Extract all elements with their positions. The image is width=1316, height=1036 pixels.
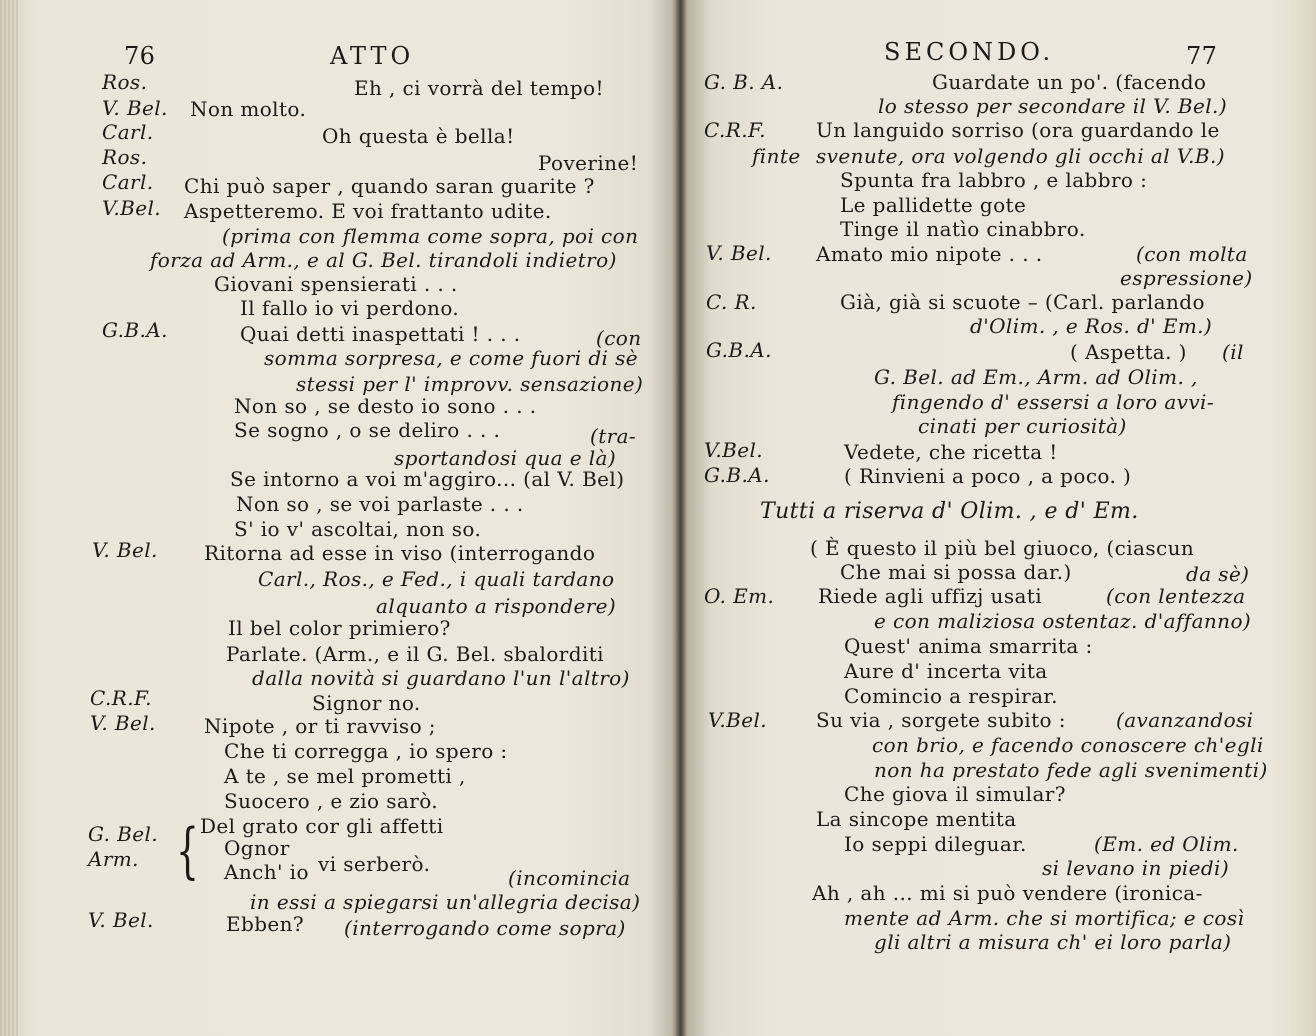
speaker: G.B.A. [706, 338, 772, 362]
stage-direction: d'Olim. , e Ros. d' Em.) [970, 314, 1213, 338]
verse-line: La sincope mentita [816, 807, 1017, 831]
page-number: 76 [124, 42, 156, 70]
verse-line: Che ti corregga , io spero : [224, 739, 508, 763]
verse-line: Non so , se voi parlaste . . . [236, 492, 524, 516]
stage-direction: (il [1222, 340, 1244, 364]
speaker: C.R.F. [704, 118, 766, 142]
running-head: ATTO [330, 42, 415, 70]
verse-line: ( Aspetta. ) [1070, 340, 1187, 364]
stage-direction: sportandosi qua e là) [394, 446, 617, 470]
verse-line: Poverine! [538, 151, 639, 175]
verse-line: Signor no. [312, 691, 421, 715]
stage-direction: Carl., Ros., e Fed., i quali tardano [258, 567, 615, 591]
verse-line: Che giova il simular? [844, 782, 1066, 806]
verse-line: Io seppi dileguar. [844, 832, 1027, 856]
stage-direction: (avanzandosi [1116, 708, 1254, 732]
verse-line: Che mai si possa dar.) [840, 560, 1072, 584]
stage-direction: (interrogando come sopra) [344, 916, 626, 940]
stage-direction: mente ad Arm. che si mortifica; e così [844, 906, 1245, 930]
stage-direction: stessi per l' improvv. sensazione) [296, 372, 644, 396]
verse-line: Ah , ah ... mi si può vendere (ironica- [812, 881, 1203, 905]
verse-line: Amato mio nipote . . . [816, 242, 1043, 266]
verse-line: Vedete, che ricetta ! [844, 440, 1058, 464]
speaker: Carl. [102, 170, 154, 194]
verse-line: Del grato cor gli affetti [200, 814, 444, 838]
verse-line: Aure d' incerta vita [844, 659, 1048, 683]
verse-line: ( Rinvieni a poco , a poco. ) [844, 464, 1132, 488]
speaker: Ros. [102, 145, 148, 169]
verse-line: Se intorno a voi m'aggiro... (al V. Bel) [230, 467, 625, 491]
speaker: V. Bel. [102, 96, 168, 120]
stage-direction: svenute, ora volgendo gli occhi al V.B.) [816, 144, 1225, 168]
right-page [686, 0, 1316, 1036]
stage-direction: e con maliziosa ostentaz. d'affanno) [874, 609, 1252, 633]
speaker: Arm. [88, 847, 139, 871]
verse-line: Giovani spensierati . . . [214, 272, 458, 296]
stage-direction: G. Bel. ad Em., Arm. ad Olim. , [874, 365, 1198, 389]
stage-direction: in essi a spiegarsi un'allegria decisa) [250, 890, 641, 914]
stage-direction: (incomincia [508, 866, 631, 890]
speaker: V.Bel. [704, 438, 763, 462]
stage-direction: (con [596, 326, 642, 350]
speaker: V.Bel. [708, 708, 767, 732]
verse-line: vi serberò. [318, 852, 431, 876]
verse-line: ( È questo il più bel giuoco, (ciascun [810, 536, 1195, 560]
stage-direction: (con molta [1136, 242, 1248, 266]
verse-line: Un languido sorriso (ora guardando le [816, 118, 1220, 142]
verse-line: Eh , ci vorrà del tempo! [354, 76, 604, 100]
verse-line: Riede agli uffizj usati [818, 584, 1043, 608]
verse-line: Anch' io [224, 860, 309, 884]
verse-line: Comincio a respirar. [844, 684, 1058, 708]
speaker: C. R. [706, 290, 757, 314]
speaker: Carl. [102, 120, 154, 144]
verse-line: Suocero , e zio sarò. [224, 789, 439, 813]
stage-direction-heading: Tutti a riserva d' Olim. , e d' Em. [760, 499, 1139, 524]
stage-direction: con brio, e facendo conoscere ch'egli [872, 733, 1264, 757]
verse-line: Parlate. (Arm., e il G. Bel. sbalorditi [226, 642, 604, 666]
speaker: V. Bel. [88, 908, 154, 932]
verse-line: Il bel color primiero? [228, 616, 451, 640]
verse-line: Quai detti inaspettati ! . . . [240, 322, 521, 346]
speaker: V. Bel. [92, 538, 158, 562]
stage-direction: gli altri a misura ch' ei loro parla) [874, 930, 1232, 954]
verse-line: Chi può saper , quando saran guarite ? [184, 174, 595, 198]
stage-direction: si levano in piedi) [1042, 856, 1230, 880]
stage-direction: somma sorpresa, e come fuori di sè [264, 346, 638, 370]
page-number: 77 [1186, 42, 1218, 70]
verse-line: Le pallidette gote [840, 193, 1027, 217]
speaker: G. Bel. [88, 822, 159, 846]
stage-direction: alquanto a rispondere) [376, 594, 617, 618]
stage-direction: cinati per curiosità) [918, 414, 1127, 438]
stage-direction: finte [752, 144, 801, 168]
brace-symbol: { [176, 816, 199, 886]
speaker: V.Bel. [102, 196, 161, 220]
verse-line: Su via , sorgete subito : [816, 708, 1066, 732]
verse-line: Tinge il natìo cinabbro. [840, 217, 1086, 241]
speaker: V. Bel. [706, 241, 772, 265]
verse-line: Già, già si scuote – (Carl. parlando [840, 290, 1205, 314]
stage-direction: non ha prestato fede agli svenimenti) [874, 758, 1268, 782]
verse-line: Ritorna ad esse in viso (interrogando [204, 541, 596, 565]
speaker: Ros. [102, 70, 148, 94]
verse-line: S' io v' ascoltai, non so. [234, 517, 482, 541]
stage-direction: espressione) [1120, 266, 1253, 290]
verse-line: Ebben? [226, 912, 305, 936]
verse-line: Spunta fra labbro , e labbro : [840, 168, 1148, 192]
verse-line: Aspetteremo. E voi frattanto udite. [184, 199, 552, 223]
running-head: SECONDO. [884, 38, 1055, 66]
verse-line: Quest' anima smarrita : [844, 634, 1093, 658]
verse-line: Non molto. [190, 97, 307, 121]
verse-line: Oh questa è bella! [322, 124, 515, 148]
verse-line: Guardate un po'. (facendo [932, 70, 1207, 94]
stage-direction: fingendo d' essersi a loro avvi- [892, 390, 1214, 414]
stage-direction: forza ad Arm., e al G. Bel. tirandoli indietro) [150, 248, 617, 272]
speaker: G.B.A. [704, 463, 770, 487]
verse-line: Non so , se desto io sono . . . [234, 394, 537, 418]
stage-direction: da sè) [1186, 562, 1250, 586]
stage-direction: dalla novità si guardano l'un l'altro) [252, 666, 630, 690]
verse-line: Ognor [224, 836, 290, 860]
verse-line: Nipote , or ti ravviso ; [204, 714, 436, 738]
stage-direction: (con lentezza [1106, 584, 1246, 608]
speaker: G.B.A. [102, 318, 168, 342]
speaker: O. Em. [704, 584, 775, 608]
verse-line: A te , se mel prometti , [224, 764, 466, 788]
stage-direction: (prima con flemma come sopra, poi con [222, 224, 639, 248]
speaker: C.R.F. [90, 686, 152, 710]
speaker: V. Bel. [90, 711, 156, 735]
stage-direction: (Em. ed Olim. [1094, 832, 1239, 856]
speaker: G. B. A. [704, 70, 784, 94]
stage-direction: (tra- [590, 424, 637, 448]
stage-direction: lo stesso per secondare il V. Bel.) [878, 94, 1228, 118]
verse-line: Il fallo io vi perdono. [240, 296, 460, 320]
verse-line: Se sogno , o se deliro . . . [234, 418, 501, 442]
